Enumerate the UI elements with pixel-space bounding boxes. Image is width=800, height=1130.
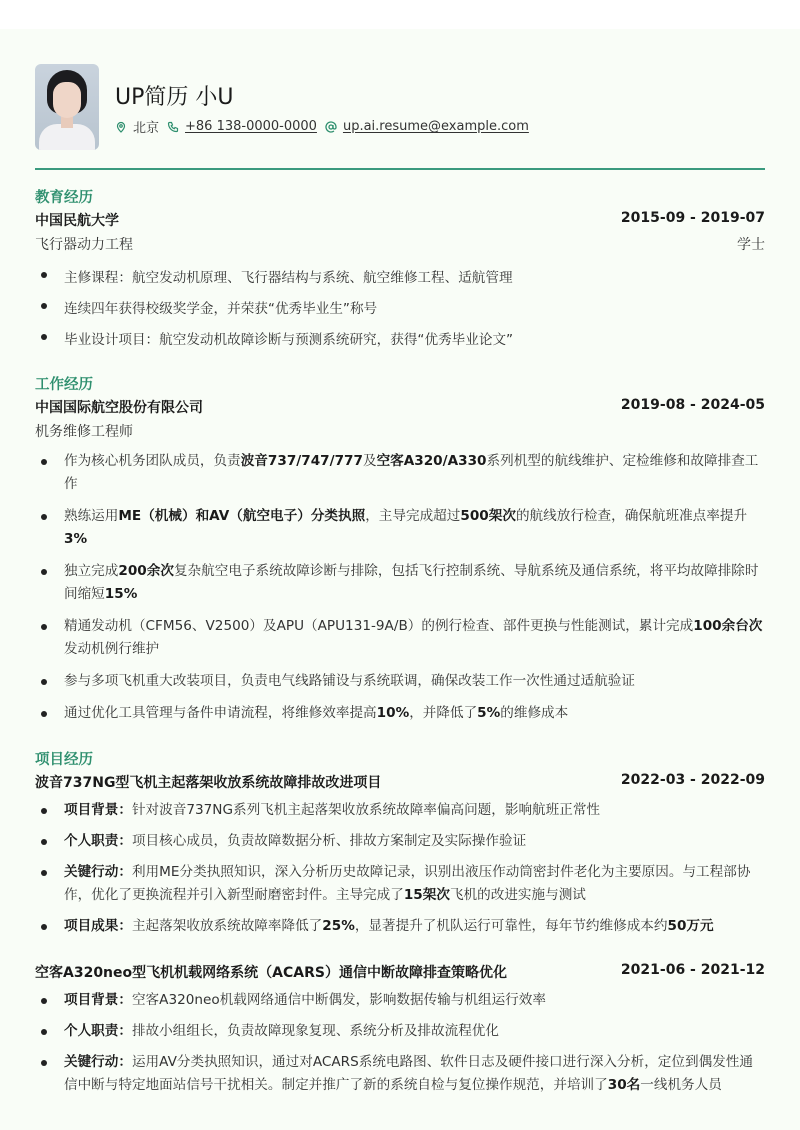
project-name: 波音737NG型飞机主起落架收放系统故障排故改进项目: [35, 775, 382, 791]
project-bullets: [35, 799, 765, 946]
email-link[interactable]: up.ai.resume@example.com: [342, 119, 529, 134]
contact-email[interactable]: [325, 119, 529, 134]
education-sub-row: [35, 234, 765, 254]
contact-info: [115, 117, 537, 136]
candidate-name: UP简历 小U: [115, 85, 234, 110]
work-header-row: [35, 397, 765, 417]
job-role: 机务维修工程师: [35, 424, 133, 440]
avatar-photo: [35, 64, 99, 150]
project-name: 空客A320neo型飞机机载网络系统（ACARS）通信中断故障排查策略优化: [35, 965, 507, 981]
phone-icon: [167, 121, 179, 133]
project-header-row: [35, 772, 765, 792]
degree: 学士: [737, 237, 765, 253]
section-title-work: 工作经历: [35, 377, 93, 393]
location-text: 北京: [133, 121, 160, 136]
list-item: 个人职责：排故小组组长，负责故障现象复现、系统分析及排故流程优化: [35, 1020, 765, 1043]
list-item: 毕业设计项目：航空发动机故障诊断与预测系统研究，获得“优秀毕业论文”: [35, 325, 765, 356]
list-item: 关键行动：利用ME分类执照知识，深入分析历史故障记录，识别出液压作动筒密封件老化为主要原因。与工程部协作，优化了更换流程并引入新型耐磨密封件。主导完成了15架次飞机的改进实施与测试: [35, 861, 765, 907]
major: 飞行器动力工程: [35, 237, 133, 253]
education-header-row: [35, 210, 765, 230]
work-sub-row: [35, 421, 765, 441]
list-item: 个人职责：项目核心成员，负责故障数据分析、排故方案制定及实际操作验证: [35, 830, 765, 853]
company-name: 中国国际航空股份有限公司: [35, 400, 203, 416]
education-dates: 2015-09 - 2019-07: [620, 210, 765, 226]
section-title-projects: 项目经历: [35, 752, 93, 768]
list-item: 关键行动：运用AV分类执照知识，通过对ACARS系统电路图、软件日志及硬件接口进行深入分析，定位到偶发性通信中断与特定地面站信号干扰相关。制定并推广了新的系统自检与复位操作规范，并培训了30名一线机务人员: [35, 1051, 765, 1097]
project-header-row: [35, 962, 765, 982]
resume-header: [35, 64, 765, 152]
at-sign-icon: [325, 121, 337, 133]
phone-link[interactable]: +86 138-0000-0000: [185, 119, 317, 134]
work-bullets: [35, 450, 765, 734]
school-name: 中国民航大学: [35, 213, 119, 229]
list-item: 主修课程：航空发动机原理、飞行器结构与系统、航空维修工程、适航管理: [35, 263, 765, 294]
list-item: 项目背景：针对波音737NG系列飞机主起落架收放系统故障率偏高问题，影响航班正常性: [35, 799, 765, 822]
project-dates: 2022-03 - 2022-09: [620, 772, 765, 788]
list-item: 项目成果：主起落架收放系统故障率降低了25%，显著提升了机队运行可靠性，每年节约维修成本约50万元: [35, 915, 765, 938]
list-item: 项目背景：空客A320neo机载网络通信中断偶发，影响数据传输与机组运行效率: [35, 989, 765, 1012]
project-bullets: [35, 989, 765, 1105]
header-divider: [35, 168, 765, 170]
list-item: 精通发动机（CFM56、V2500）及APU（APU131-9A/B）的例行检查、部件更换与性能测试，累计完成100余台次发动机例行维护: [35, 615, 765, 661]
contact-phone[interactable]: [167, 119, 317, 134]
list-item: 独立完成200余次复杂航空电子系统故障诊断与排除，包括飞行控制系统、导航系统及通信系统，将平均故障排除时间缩短15%: [35, 560, 765, 606]
list-item: 通过优化工具管理与备件申请流程，将维修效率提高10%，并降低了5%的维修成本: [35, 702, 765, 725]
section-title-education: 教育经历: [35, 190, 93, 206]
work-dates: 2019-08 - 2024-05: [620, 397, 765, 413]
project-dates: 2021-06 - 2021-12: [620, 962, 765, 978]
contact-location: [115, 117, 159, 136]
list-item: 熟练运用ME（机械）和AV（航空电子）分类执照，主导完成超过500架次的航线放行检查，确保航班准点率提升3%: [35, 505, 765, 551]
resume-page: [0, 29, 800, 1130]
education-bullets: [35, 263, 765, 356]
list-item: 连续四年获得校级奖学金，并荣获“优秀毕业生”称号: [35, 294, 765, 325]
list-item: 作为核心机务团队成员，负责波音737/747/777及空客A320/A330系列机型的航线维护、定检维修和故障排查工作: [35, 450, 765, 496]
location-pin-icon: [115, 121, 127, 133]
list-item: 参与多项飞机重大改装项目，负责电气线路铺设与系统联调，确保改装工作一次性通过适航验证: [35, 670, 765, 693]
